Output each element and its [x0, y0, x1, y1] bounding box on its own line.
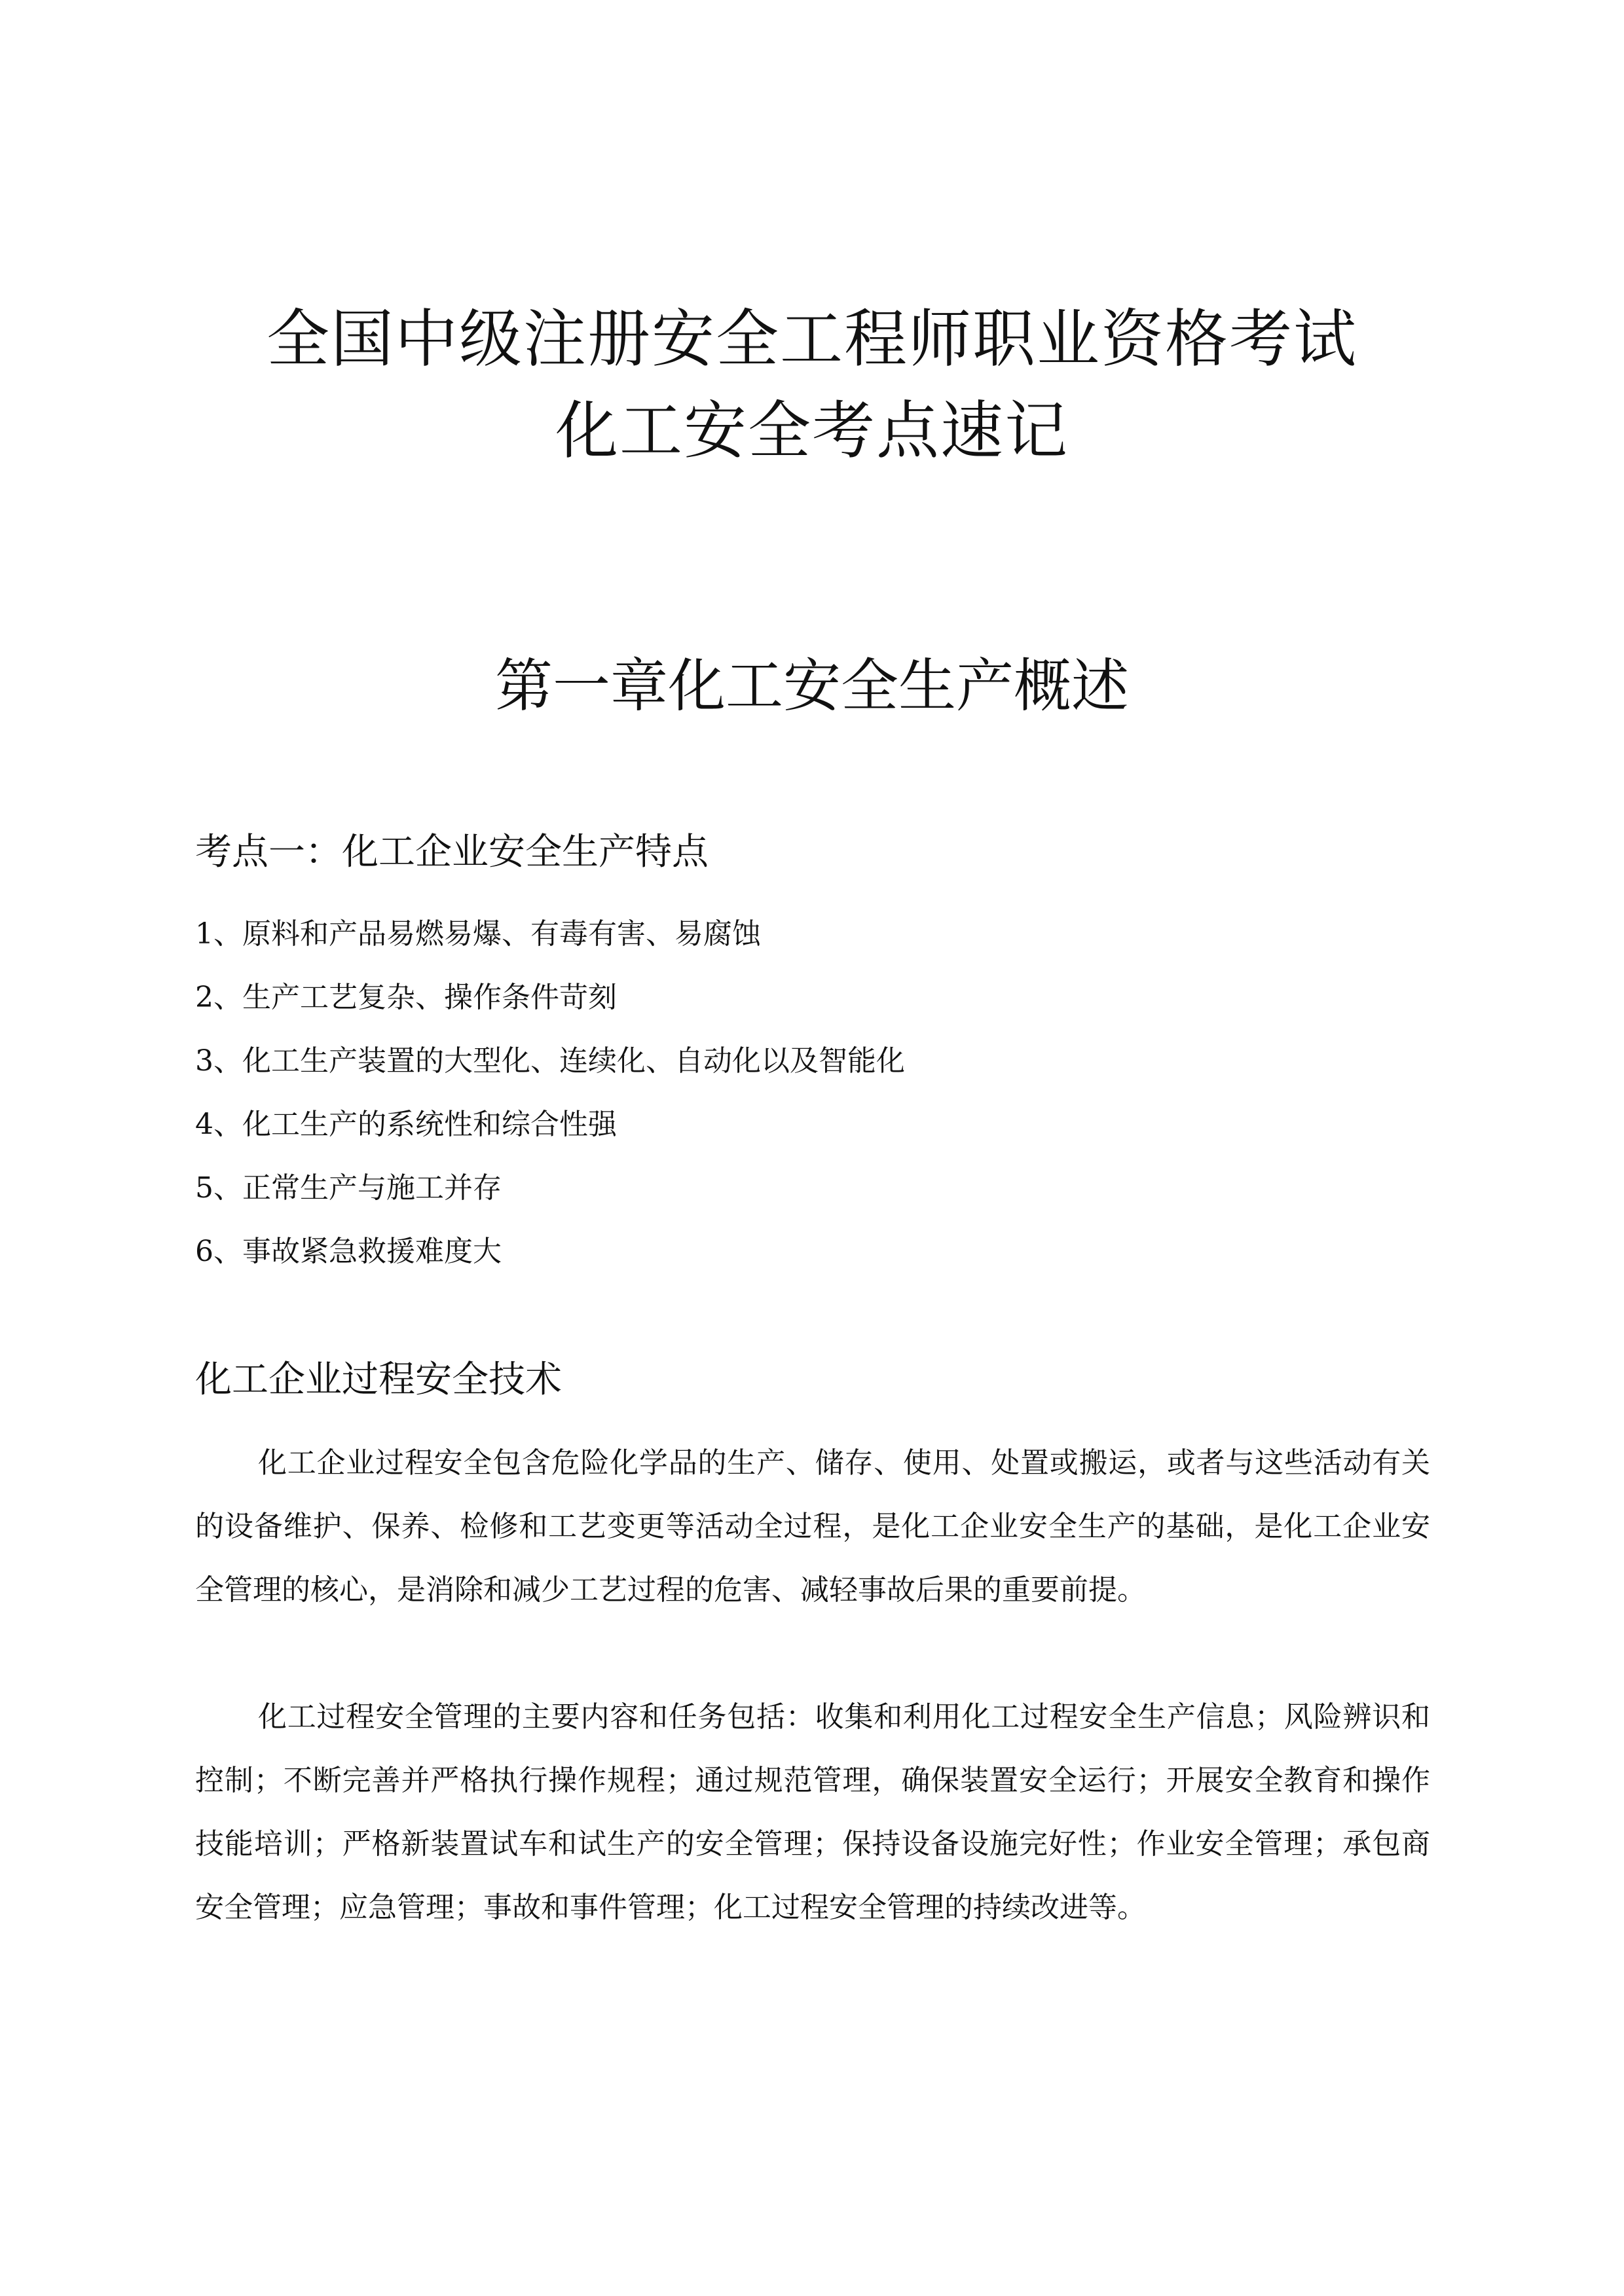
- body-paragraph-2: 化工过程安全管理的主要内容和任务包括：收集和利用化工过程安全生产信息；风险辨识和控制；不断完善并严格执行操作规程；通过规范管理，确保装置安全运行；开展安全教育和操作技能培训；严格新装置试车和试生产的安全管理；保持设备设施完好性；作业安全管理；承包商安全管理；应急管理；事故和事件管理；化工过程安全管理的持续改进等。: [195, 1700, 1430, 1924]
- body-paragraph-1: 化工企业过程安全包含危险化学品的生产、储存、使用、处置或搬运，或者与这些活动有关的设备维护、保养、检修和工艺变更等活动全过程，是化工企业安全生产的基础，是化工企业安全管理的核心，是消除和减少工艺过程的危害、减轻事故后果的重要前提。: [195, 1446, 1430, 1607]
- list-item: 6、事故紧急救援难度大: [195, 1235, 502, 1268]
- document-title-line-1: 全国中级注册安全工程师职业资格考试: [267, 302, 1357, 376]
- section-heading-exam-point-one: 考点一：化工企业安全生产特点: [195, 831, 709, 873]
- section-heading-process-safety: 化工企业过程安全技术: [195, 1358, 562, 1401]
- list-item: 3、化工生产装置的大型化、连续化、自动化以及智能化: [195, 1044, 905, 1078]
- feature-list: [195, 902, 905, 1283]
- document-title: [0, 293, 1624, 477]
- list-item: 1、原料和产品易燃易爆、有毒有害、易腐蚀: [195, 917, 761, 951]
- list-item: 4、化工生产的系统性和综合性强: [195, 1108, 617, 1141]
- document-title-line-2: 化工安全考点速记: [555, 394, 1069, 467]
- chapter-title: 第一章化工安全生产概述: [494, 652, 1129, 720]
- list-item: 5、正常生产与施工并存: [195, 1171, 502, 1205]
- list-item: 2、生产工艺复杂、操作条件苛刻: [195, 981, 617, 1014]
